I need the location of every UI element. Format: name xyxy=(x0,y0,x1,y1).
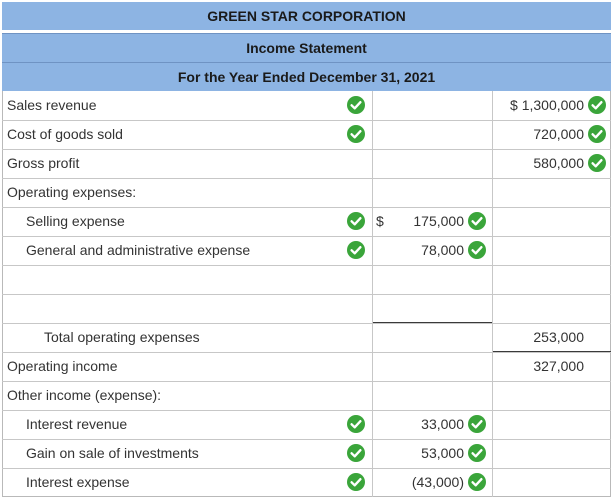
selling-expense-label: Selling expense xyxy=(26,213,125,229)
empty-row[interactable] xyxy=(2,265,611,294)
row-gen-admin-expense xyxy=(2,236,611,265)
check-circle-icon xyxy=(347,473,365,491)
total-operating-expenses-label: Total operating expenses xyxy=(44,329,200,345)
selling-expense-amount[interactable]: 175,000 xyxy=(413,213,464,229)
company-name-header: GREEN STAR CORPORATION xyxy=(2,2,611,30)
other-income-label: Other income (expense): xyxy=(7,387,162,403)
check-circle-icon xyxy=(588,154,606,172)
interest-expense-amount[interactable]: (43,000) xyxy=(411,474,464,490)
row-total-operating-expenses xyxy=(2,323,611,352)
empty-row[interactable] xyxy=(2,294,611,323)
gain-on-sale-label: Gain on sale of investments xyxy=(26,445,199,461)
interest-revenue-amount[interactable]: 33,000 xyxy=(421,416,464,432)
check-circle-icon xyxy=(347,241,365,259)
cost-of-goods-sold-amount[interactable]: 720,000 xyxy=(533,126,584,142)
row-sales-revenue xyxy=(2,91,611,120)
sales-revenue-amount[interactable]: $ 1,300,000 xyxy=(510,97,584,113)
row-operating-income xyxy=(2,352,611,381)
check-circle-icon xyxy=(468,473,486,491)
row-selling-expense xyxy=(2,207,611,236)
gross-profit-amount[interactable]: 580,000 xyxy=(533,155,584,171)
row-interest-revenue xyxy=(2,410,611,439)
period-header: For the Year Ended December 31, 2021 xyxy=(2,62,611,91)
operating-income-label: Operating income xyxy=(7,358,118,374)
check-circle-icon xyxy=(468,212,486,230)
check-circle-icon xyxy=(347,444,365,462)
check-circle-icon xyxy=(588,96,606,114)
selling-expense-currency: $ xyxy=(376,213,384,229)
statement-title-header: Income Statement xyxy=(2,33,611,62)
check-circle-icon xyxy=(347,125,365,143)
row-interest-expense xyxy=(2,468,611,497)
gain-on-sale-amount[interactable]: 53,000 xyxy=(421,445,464,461)
row-gain-on-sale xyxy=(2,439,611,468)
gen-admin-expense-label: General and administrative expense xyxy=(26,242,251,258)
row-cost-of-goods-sold xyxy=(2,120,611,149)
cost-of-goods-sold-label: Cost of goods sold xyxy=(7,126,123,142)
gen-admin-expense-amount[interactable]: 78,000 xyxy=(421,242,464,258)
sales-revenue-label: Sales revenue xyxy=(7,97,97,113)
row-operating-expenses-heading xyxy=(2,178,611,207)
check-circle-icon xyxy=(347,415,365,433)
row-other-income-heading xyxy=(2,381,611,410)
operating-expenses-label: Operating expenses: xyxy=(7,184,137,200)
operating-income-amount[interactable]: 327,000 xyxy=(533,358,584,374)
check-circle-icon xyxy=(588,125,606,143)
interest-expense-label: Interest expense xyxy=(26,474,130,490)
total-operating-expenses-amount[interactable]: 253,000 xyxy=(533,329,584,345)
interest-revenue-label: Interest revenue xyxy=(26,416,128,432)
check-circle-icon xyxy=(468,415,486,433)
gross-profit-label: Gross profit xyxy=(7,155,80,171)
row-gross-profit xyxy=(2,149,611,178)
check-circle-icon xyxy=(468,241,486,259)
check-circle-icon xyxy=(468,444,486,462)
check-circle-icon xyxy=(347,96,365,114)
check-circle-icon xyxy=(347,212,365,230)
